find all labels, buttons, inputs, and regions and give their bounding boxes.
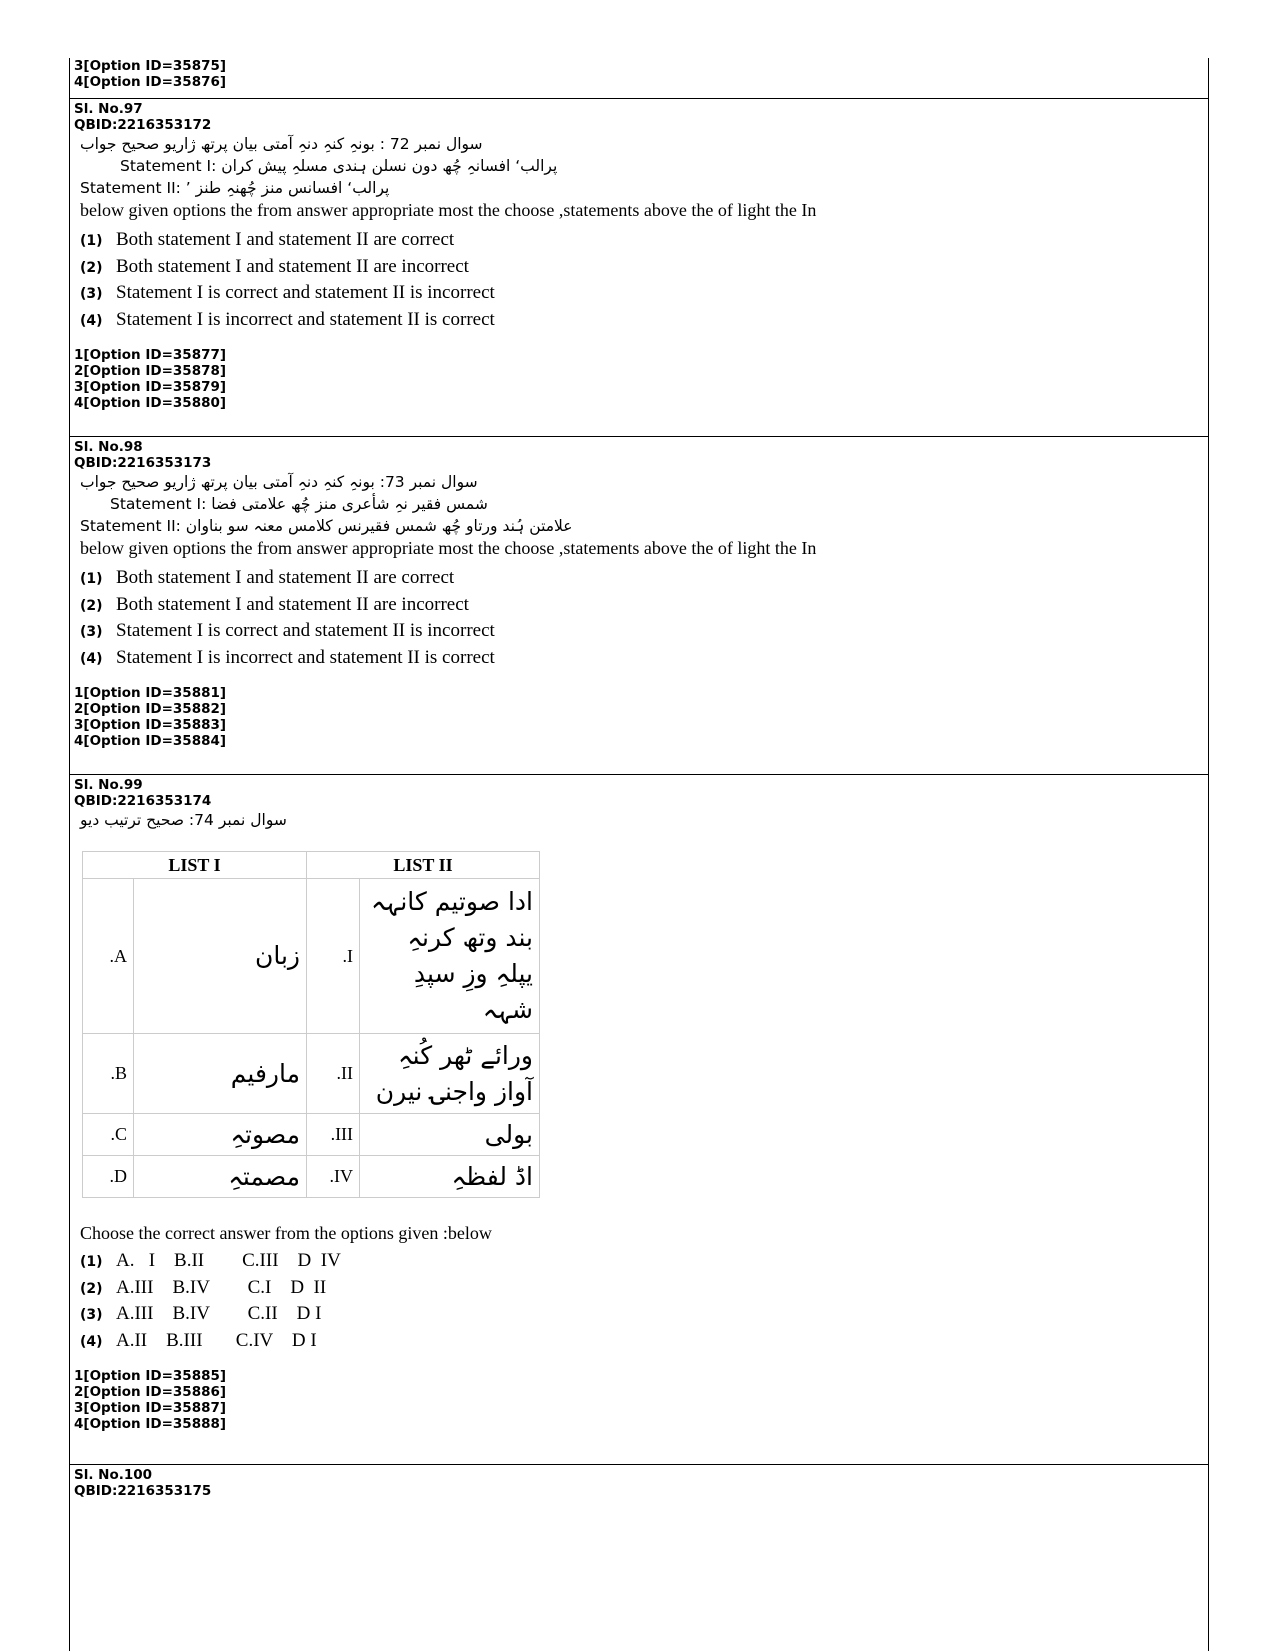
list-2-label: .I: [307, 879, 360, 1034]
option-text: Both statement I and statement II are correct: [116, 229, 455, 250]
option: [74, 282, 1204, 309]
serial-number: Sl. No.98: [74, 439, 143, 455]
option-id-line: 3[Option ID=35879]: [74, 379, 227, 395]
list-2-item: ورائے ٹھر کُنہِ آواز واجنۍ نیرن: [360, 1034, 540, 1114]
option: [74, 594, 1204, 621]
table-row: [83, 1034, 540, 1114]
list-1-item: مصمتہِ: [134, 1156, 307, 1198]
qbid: QBID:2216353173: [74, 455, 212, 471]
qbid: QBID:2216353172: [74, 117, 212, 133]
option-number: (3): [80, 1307, 103, 1323]
instruction: below given options the from answer appropriate most the choose ,statements above the of light the In: [80, 200, 817, 220]
option-id-line: 4[Option ID=35880]: [74, 395, 227, 411]
question-text: [74, 133, 680, 199]
option-number: (2): [80, 1280, 103, 1297]
serial-number: Sl. No.99: [74, 777, 143, 793]
match-table: [82, 851, 540, 1198]
option-list: [74, 1250, 1204, 1356]
option: [74, 1277, 1204, 1304]
list-1-header: LIST I: [83, 852, 307, 879]
question-99: [70, 775, 1208, 1465]
list-2-label: .IV: [307, 1156, 360, 1198]
option-number: (1): [80, 571, 103, 587]
question-100: [70, 1465, 1208, 1499]
option-text: A. I B.II C.III D IV: [116, 1250, 341, 1271]
option-text: A.III B.IV C.II D I: [116, 1303, 322, 1324]
option-text: Statement I is incorrect and statement II is correct: [116, 308, 495, 330]
option-number: (4): [80, 650, 103, 667]
question-line: سوال نمبر 72 : بونہِ کنہِ دنہِ آمتی بیان پرتھ ژاریو صحیح جواب: [80, 135, 483, 153]
option: [74, 647, 1204, 674]
question-line: سوال نمبر 73: بونہِ کنہِ دنہِ آمتی بیان پرتھ ژاریو صحیح جواب: [80, 473, 478, 491]
statement-2: Statement II: علامتن ہُند ورتاو چُھ شمس فقیرنس کلامس معنہ سو بناوان: [80, 517, 573, 535]
option-number: (1): [80, 233, 103, 249]
list-1-label: .A: [83, 879, 134, 1034]
option: [74, 256, 1204, 283]
question-line: سوال نمبر 74: صحیح ترتیب دیو: [80, 811, 287, 829]
previous-question-tail: [70, 58, 1208, 99]
option-id-line: 3[Option ID=35887]: [74, 1400, 227, 1416]
option-text: Both statement I and statement II are incorrect: [116, 255, 469, 277]
option-id-line: 2[Option ID=35882]: [74, 701, 227, 717]
option-text: A.III B.IV C.I D II: [116, 1276, 327, 1298]
option: [74, 567, 1204, 594]
option: [74, 1250, 1204, 1277]
statement-1: Statement I: شمس فقیر نہِ شأعری منز چُھ علامتی فضا: [110, 495, 488, 513]
list-2-label: .III: [307, 1114, 360, 1156]
statement-2: Statement II: ’ پرالب‘ افسانس منز چُھنہِ طنز: [80, 179, 390, 197]
option-number: (3): [80, 286, 103, 302]
option: [74, 229, 1204, 256]
qbid: QBID:2216353175: [74, 1483, 212, 1499]
option-id-line: 1[Option ID=35885]: [74, 1368, 227, 1384]
option-number: (4): [80, 1333, 103, 1350]
question-98: [70, 437, 1208, 775]
option-number: (4): [80, 312, 103, 329]
list-1-item: زبان: [134, 879, 307, 1034]
option-id-line: 4[Option ID=35884]: [74, 733, 227, 749]
list-2-item: اڈ لفظہِ: [360, 1156, 540, 1198]
option-id-line: 2[Option ID=35878]: [74, 363, 227, 379]
option: [74, 620, 1204, 647]
option-number: (1): [80, 1254, 103, 1270]
option-text: Both statement I and statement II are correct: [116, 567, 455, 588]
list-2-item: ادا صوتیم کانہہ بند وتھ کرنہِ یپلہِ وزِ سپدِ شہہ: [360, 879, 540, 1034]
serial-number: Sl. No.100: [74, 1467, 153, 1483]
table-row: [83, 879, 540, 1034]
option-text: Both statement I and statement II are incorrect: [116, 593, 469, 615]
list-1-item: مارفیم: [134, 1034, 307, 1114]
option: [74, 1303, 1204, 1330]
qbid: QBID:2216353174: [74, 793, 212, 809]
question-paper-page: [69, 58, 1209, 1651]
option-text: Statement I is correct and statement II is incorrect: [116, 282, 495, 303]
list-1-label: .B: [83, 1034, 134, 1114]
option-number: (3): [80, 624, 103, 640]
list-2-header: LIST II: [307, 852, 540, 879]
list-1-label: .C: [83, 1114, 134, 1156]
instruction: Choose the correct answer from the options given :below: [80, 1223, 492, 1243]
option-ids: [74, 347, 1204, 411]
option: [74, 309, 1204, 336]
table-row: [83, 1114, 540, 1156]
option-id-line: 4[Option ID=35876]: [74, 74, 227, 90]
option-ids: [74, 685, 1204, 749]
option-id-line: 4[Option ID=35888]: [74, 1416, 227, 1432]
option-id-line: 3[Option ID=35883]: [74, 717, 227, 733]
option-ids: [74, 1368, 1204, 1432]
option: [74, 1330, 1204, 1357]
option-id-line: 1[Option ID=35877]: [74, 347, 227, 363]
option-number: (2): [80, 259, 103, 276]
list-1-label: .D: [83, 1156, 134, 1198]
statement-1: Statement I: پرالب‘ افسانہِ چُھ دون نسلن ہندی مسلہِ پیش کران: [120, 157, 558, 175]
option-id-line: 1[Option ID=35881]: [74, 685, 227, 701]
question-97: [70, 99, 1208, 437]
option-list: [74, 229, 1204, 335]
question-text: [74, 471, 680, 537]
list-2-label: .II: [307, 1034, 360, 1114]
option-text: A.II B.III C.IV D I: [116, 1329, 317, 1351]
list-1-item: مصوتہِ: [134, 1114, 307, 1156]
list-2-item: بولی: [360, 1114, 540, 1156]
option-id-line: 3[Option ID=35875]: [74, 58, 227, 74]
option-number: (2): [80, 597, 103, 614]
option-list: [74, 567, 1204, 673]
question-text: [74, 809, 290, 831]
option-text: Statement I is correct and statement II is incorrect: [116, 620, 495, 641]
option-id-line: 2[Option ID=35886]: [74, 1384, 227, 1400]
serial-number: Sl. No.97: [74, 101, 143, 117]
instruction: below given options the from answer appropriate most the choose ,statements above the of light the In: [80, 538, 817, 558]
table-row: [83, 1156, 540, 1198]
option-text: Statement I is incorrect and statement II is correct: [116, 646, 495, 668]
